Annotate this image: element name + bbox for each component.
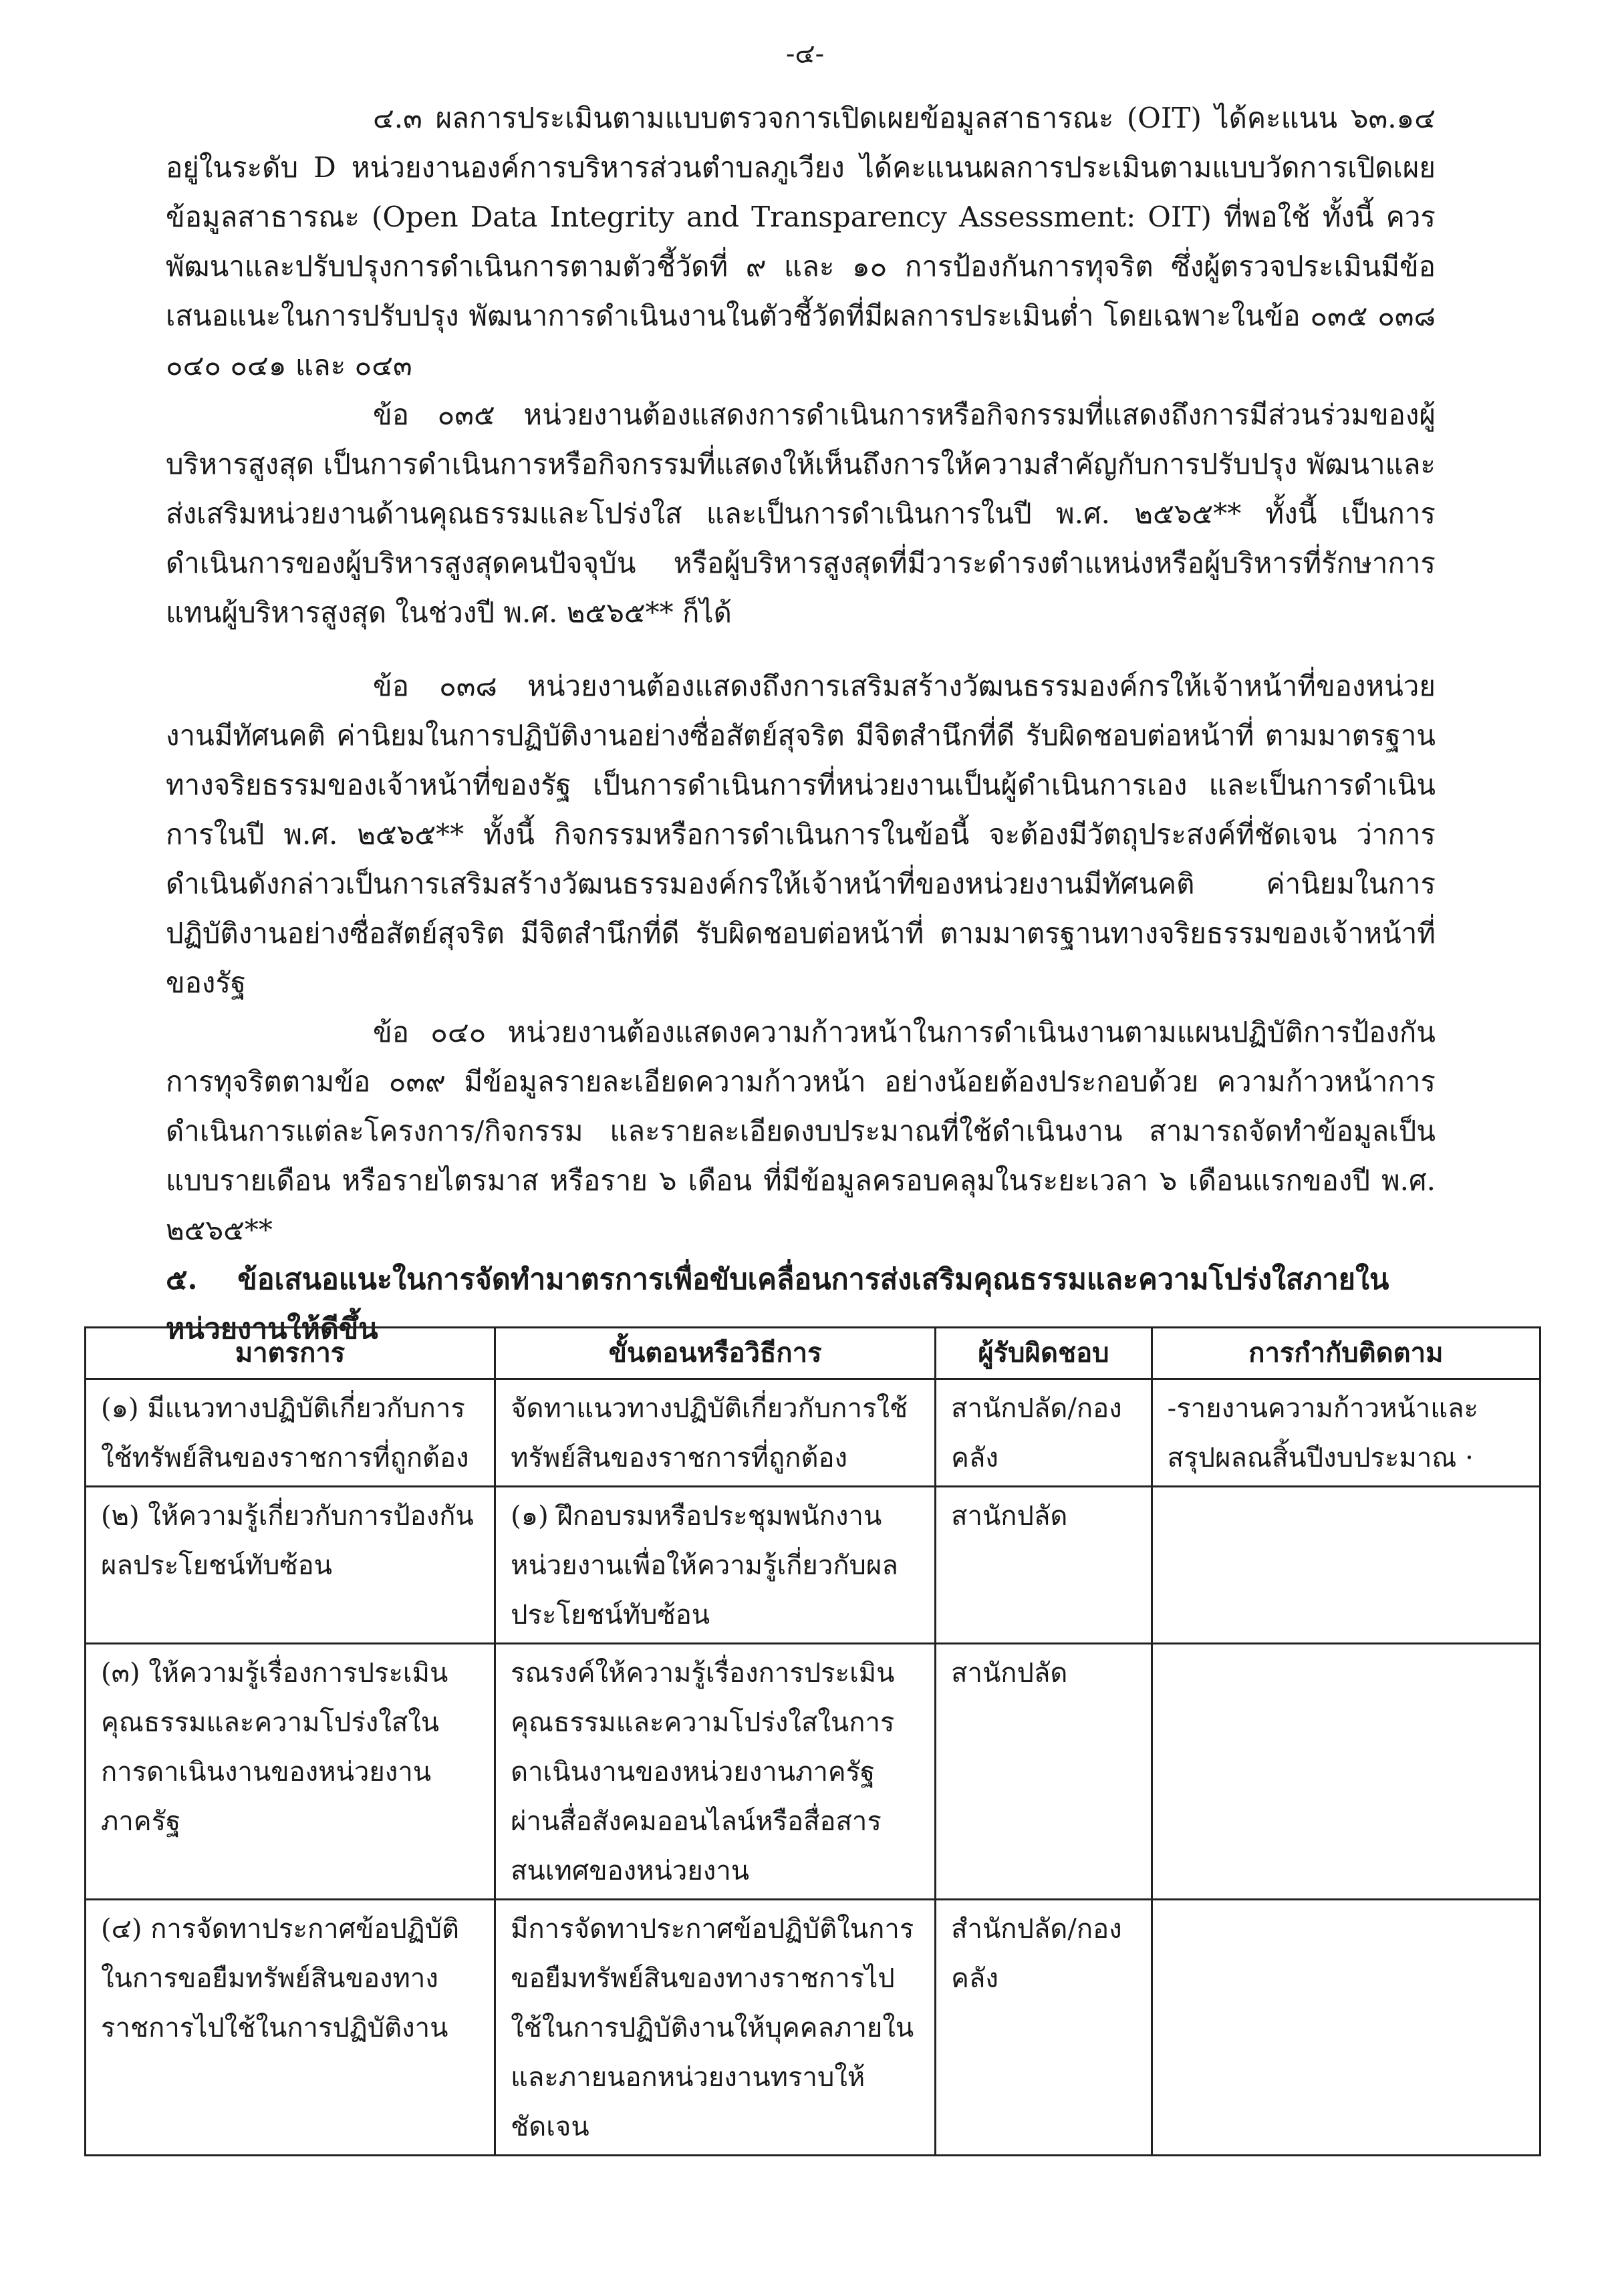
header-measure: มาตรการ	[86, 1328, 495, 1379]
header-monitoring: การกำกับติดตาม	[1152, 1328, 1540, 1379]
paragraph-item-038: ข้อ ๐๓๘ หน่วยงานต้องแสดงถึงการเสริมสร้างวัฒนธรรมองค์กรให้เจ้าหน้าที่ของหน่วยงานมีทัศนคติ ค่านิยมในการปฏิบัติงานอย่างซื่อสัตย์สุจริต มีจิตสำนึกที่ดี รับผิดชอบต่อหน้าที่ ตามมาตรฐานทางจริยธรรมของเจ้าหน้าที่ของรัฐ เป็นการดำเนินการที่หน่วยงานเป็นผู้ดำเนินการเอง และเป็นการดำเนินการในปี พ.ศ. ๒๕๖๕** ทั้งนี้ กิจกรรมหรือการดำเนินการในข้อนี้ จะต้องมีวัตถุประสงค์ที่ชัดเจน ว่าการดำเนินดังกล่าวเป็นการเสริมสร้างวัฒนธรรมองค์กรให้เจ้าหน้าที่ของหน่วยงานมีทัศนคติ ค่านิยมในการปฏิบัติงานอย่างซื่อสัตย์สุจริต มีจิตสำนึกที่ดี รับผิดชอบต่อหน้าที่ ตามมาตรฐานทางจริยธรรมของเจ้าหน้าที่ของรัฐ	[166, 670, 1436, 999]
cell-procedure: มีการจัดทาประกาศข้อปฏิบัติในการขอยืมทรัพย์สินของทางราชการไปใช้ในการปฏิบัติงานให้บุคคลภายในและภายนอกหน่วยงานทราบให้ชัดเจน	[495, 1900, 936, 2156]
cell-responsible: สำนักปลัด/กองคลัง	[936, 1900, 1152, 2156]
paragraph-oit-score-rest: อยู่ในระดับ D หน่วยงานองค์การบริหารส่วนตำบลภูเวียง ได้คะแนนผลการประเมินตามแบบวัดการเปิดเผยข้อมูลสาธารณะ (Open Data Integrity and Transparency Assessment: OIT) ที่พอใช้ ทั้งนี้ ควรพัฒนาและปรับปรุงการดำเนินการตามตัวชี้วัดที่ ๙ และ ๑๐ การป้องกันการทุจริต ซึ่งผู้ตรวจประเมินมีข้อเสนอแนะในการปรับปรุง พัฒนาการดำเนินงานในตัวชี้วัดที่มีผลการประเมินต่ำ โดยเฉพาะในข้อ ๐๓๕ ๐๓๘ ๐๔๐ ๐๔๑ และ ๐๔๓	[166, 151, 1436, 382]
table-row	[86, 1379, 1540, 1487]
cell-measure: (๒) ให้ความรู้เกี่ยวกับการป้องกันผลประโยชน์ทับซ้อน	[86, 1487, 495, 1644]
paragraph-oit-score-line1: ๔.๓ ผลการประเมินตามแบบตรวจการเปิดเผยข้อมูลสาธารณะ (OIT) ได้คะแนน ๖๓.๑๔	[373, 102, 1436, 134]
section-5-title-line1: ข้อเสนอแนะในการจัดทำมาตรการเพื่อขับเคลื่อนการส่งเสริมคุณธรรมและความโปร่งใสภายใน	[237, 1263, 1389, 1296]
table-row	[86, 1900, 1540, 2156]
cell-responsible: สานักปลัด	[936, 1644, 1152, 1900]
table-row	[86, 1487, 1540, 1644]
section-5-title-line2: หน่วยงานให้ดีขึ้น	[166, 1312, 378, 1346]
paragraph-oit-score	[166, 94, 1436, 390]
cell-procedure: จัดทาแนวทางปฏิบัติเกี่ยวกับการใช้ทรัพย์สินของราชการที่ถูกต้อง	[495, 1379, 936, 1487]
paragraph-item-040: ข้อ ๐๔๐ หน่วยงานต้องแสดงความก้าวหน้าในการดำเนินงานตามแผนปฏิบัติการป้องกันการทุจริตตามข้อ ๐๓๙ มีข้อมูลรายละเอียดความก้าวหน้า อย่างน้อยต้องประกอบด้วย ความก้าวหน้าการดำเนินการแต่ละโครงการ/กิจกรรม และรายละเอียดงบประมาณที่ใช้ดำเนินงาน สามารถจัดทำข้อมูลเป็นแบบรายเดือน หรือรายไตรมาส หรือราย ๖ เดือน ที่มีข้อมูลครอบคลุมในระยะเวลา ๖ เดือนแรกของปี พ.ศ. ๒๕๖๕**	[166, 1016, 1436, 1246]
section-5-heading	[166, 1255, 1436, 1304]
table-header-row	[86, 1328, 1540, 1379]
cell-monitoring: -รายงานความก้าวหน้าและสรุปผลณสิ้นปีงบประมาณ ·	[1152, 1379, 1540, 1487]
cell-responsible: สานักปลัด/กองคลัง	[936, 1379, 1152, 1487]
cell-monitoring	[1152, 1900, 1540, 2156]
table-row	[86, 1644, 1540, 1900]
header-procedure: ขั้นตอนหรือวิธีการ	[495, 1328, 936, 1379]
section-5-number: ๕.	[166, 1263, 198, 1296]
cell-monitoring	[1152, 1487, 1540, 1644]
cell-procedure: รณรงค์ให้ความรู้เรื่องการประเมินคุณธรรมและความโปร่งใสในการดาเนินงานของหน่วยงานภาครัฐผ่านสื่อสังคมออนไลน์หรือสื่อสารสนเทศของหน่วยงาน	[495, 1644, 936, 1900]
page-number: -๔-	[785, 39, 825, 69]
cell-monitoring	[1152, 1644, 1540, 1900]
paragraph-item-035: ข้อ ๐๓๕ หน่วยงานต้องแสดงการดำเนินการหรือกิจกรรมที่แสดงถึงการมีส่วนร่วมของผู้บริหารสูงสุด เป็นการดำเนินการหรือกิจกรรมที่แสดงให้เห็นถึงการให้ความสำคัญกับการปรับปรุง พัฒนาและส่งเสริมหน่วยงานด้านคุณธรรมและโปร่งใส และเป็นการดำเนินการในปี พ.ศ. ๒๕๖๕** ทั้งนี้ เป็นการดำเนินการของผู้บริหารสูงสุดคนปัจจุบัน หรือผู้บริหารสูงสุดที่มีวาระดำรงตำแหน่งหรือผู้บริหารที่รักษาการแทนผู้บริหารสูงสุด ในช่วงปี พ.ศ. ๒๕๖๕** ก็ได้	[166, 398, 1436, 629]
document-body	[166, 94, 1436, 1354]
measures-table	[84, 1326, 1541, 2156]
cell-measure: (๑) มีแนวทางปฏิบัติเกี่ยวกับการใช้ทรัพย์สินของราชการที่ถูกต้อง	[86, 1379, 495, 1487]
cell-responsible: สานักปลัด	[936, 1487, 1152, 1644]
cell-procedure: (๑) ฝึกอบรมหรือประชุมพนักงานหน่วยงานเพื่อให้ความรู้เกี่ยวกับผลประโยชน์ทับซ้อน	[495, 1487, 936, 1644]
header-responsible: ผู้รับผิดชอบ	[936, 1328, 1152, 1379]
cell-measure: (๓) ให้ความรู้เรื่องการประเมินคุณธรรมและความโปร่งใสในการดาเนินงานของหน่วยงานภาครัฐ	[86, 1644, 495, 1900]
cell-measure: (๔) การจัดทาประกาศข้อปฏิบัติในการขอยืมทรัพย์สินของทางราชการไปใช้ในการปฏิบัติงาน	[86, 1900, 495, 2156]
